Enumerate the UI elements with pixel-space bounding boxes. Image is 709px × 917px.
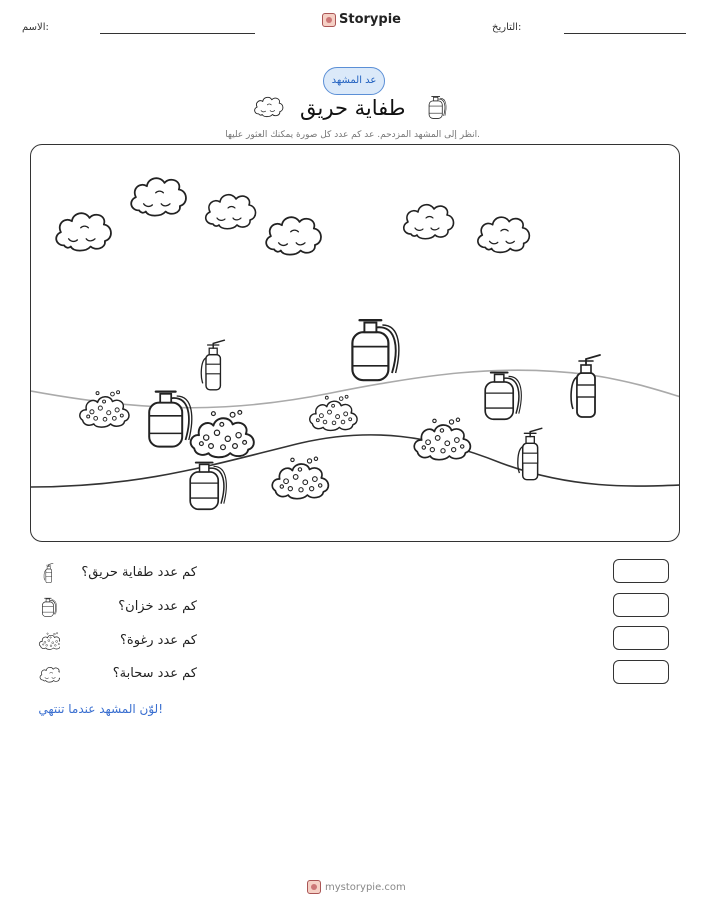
page-title: طفاية حريق bbox=[300, 96, 406, 120]
fire-extinguisher-icon bbox=[201, 340, 224, 390]
fire-extinguisher-icon bbox=[518, 428, 542, 479]
brand-name: Storypie bbox=[339, 12, 401, 27]
instructions: انظر إلى المشهد المزدحم. عد كم عدد كل صورة يمكنك العثور عليها. bbox=[225, 130, 480, 140]
question-foam: كم عدد رغوة؟ bbox=[120, 633, 197, 648]
cloud-icon bbox=[404, 205, 454, 239]
cloud-icon bbox=[266, 217, 321, 254]
cloud-icon bbox=[478, 217, 529, 252]
answer-box-tank[interactable] bbox=[613, 593, 669, 617]
fire-extinguisher-icon bbox=[571, 355, 600, 417]
answer-box-foam[interactable] bbox=[613, 626, 669, 650]
cloud-icon bbox=[131, 178, 186, 215]
color-note: لوّن المشهد عندما تنتهي! bbox=[38, 702, 163, 716]
name-line[interactable] bbox=[100, 33, 255, 34]
foam-icon bbox=[191, 410, 254, 457]
question-cloud: كم عدد سحابة؟ bbox=[112, 666, 197, 681]
footer-url[interactable]: mystorypie.com bbox=[325, 881, 406, 893]
foam-icon bbox=[310, 395, 357, 430]
cloud-icon bbox=[252, 93, 286, 119]
foam-icon bbox=[272, 457, 328, 499]
gas-tank-icon bbox=[149, 392, 192, 447]
footer bbox=[307, 880, 406, 894]
cloud-icon bbox=[56, 213, 111, 250]
brand bbox=[322, 12, 401, 27]
date-label: التاريخ: bbox=[492, 22, 522, 33]
name-label: الاسم: bbox=[22, 22, 49, 33]
fire-extinguisher-icon bbox=[426, 91, 448, 123]
scene-illustration bbox=[31, 145, 680, 542]
hill-line-front bbox=[31, 435, 680, 487]
storypie-logo-icon bbox=[307, 880, 321, 894]
question-tank: كم عدد خزان؟ bbox=[118, 599, 197, 614]
storypie-logo-icon bbox=[322, 13, 336, 27]
answer-box-extinguisher[interactable] bbox=[613, 559, 669, 583]
question-extinguisher: كم عدد طفاية حريق؟ bbox=[81, 565, 197, 580]
foam-icon bbox=[414, 418, 470, 460]
task-badge: عد المشهد bbox=[323, 67, 385, 95]
answer-box-cloud[interactable] bbox=[613, 660, 669, 684]
gas-tank-icon bbox=[485, 373, 521, 420]
date-line[interactable] bbox=[564, 33, 686, 34]
cloud-icon bbox=[206, 195, 256, 229]
foam-icon bbox=[80, 391, 129, 427]
scene-frame bbox=[30, 144, 680, 542]
gas-tank-icon bbox=[190, 463, 226, 510]
gas-tank-icon bbox=[352, 320, 398, 380]
